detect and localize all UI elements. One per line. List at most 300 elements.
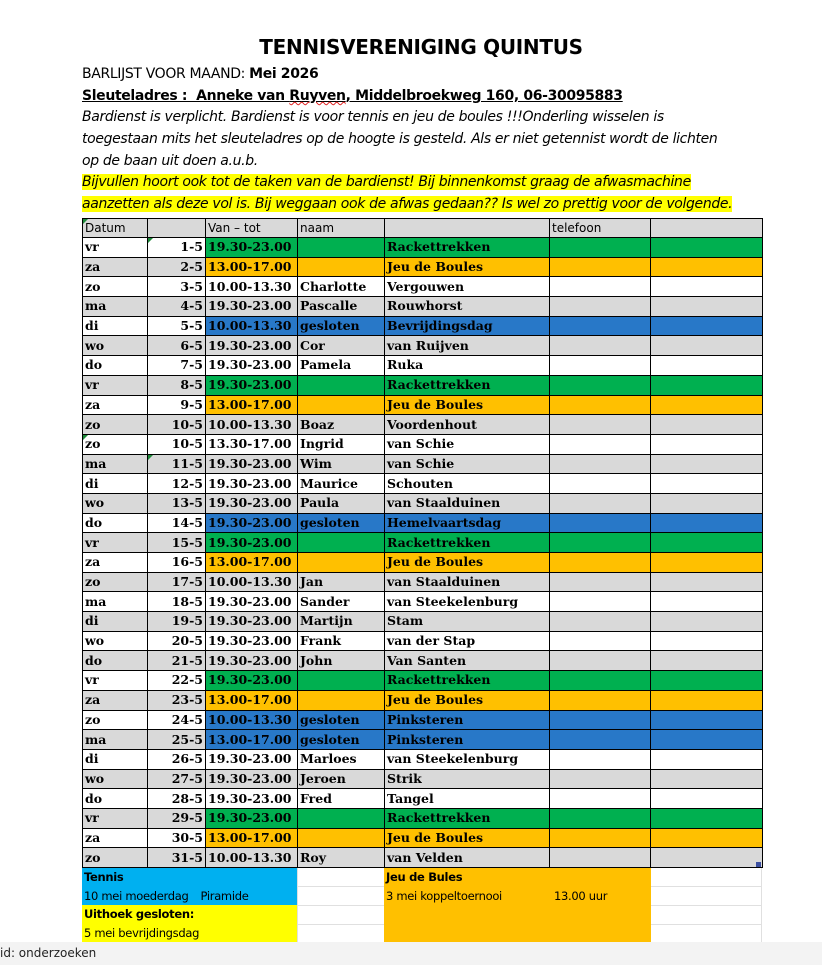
cell-first-name[interactable]: Maurice — [298, 474, 385, 494]
cell-date[interactable]: 2-5 — [148, 257, 206, 277]
cell-extra[interactable] — [651, 395, 763, 415]
cell-date[interactable]: 31-5 — [148, 848, 206, 868]
cell-last-name[interactable]: Rackettrekken — [385, 533, 550, 553]
table-row — [83, 631, 763, 651]
table-row — [83, 690, 763, 710]
cell-date[interactable]: 29-5 — [148, 808, 206, 828]
cell-day[interactable]: ma — [83, 297, 148, 317]
header-telefoon[interactable]: telefoon — [550, 219, 651, 238]
cell-day[interactable]: za — [83, 690, 148, 710]
cell-extra[interactable] — [651, 769, 763, 789]
cell-first-name[interactable] — [298, 238, 385, 258]
key-address-prefix: Sleuteladres : Anneke van — [82, 88, 290, 104]
cell-extra[interactable] — [651, 297, 763, 317]
cell-date[interactable]: 4-5 — [148, 297, 206, 317]
cell-last-name[interactable]: van der Stap — [385, 631, 550, 651]
cell-time[interactable]: 19.30-23.00 — [206, 356, 298, 376]
jeu-de-boules-note — [384, 868, 651, 942]
cell-first-name[interactable]: Jan — [298, 572, 385, 592]
cell-date[interactable]: 10-5 — [148, 415, 206, 435]
highlight-line-2 — [82, 196, 732, 212]
cell-telefoon[interactable] — [550, 257, 651, 277]
cell-extra[interactable] — [651, 474, 763, 494]
cell-extra[interactable] — [651, 828, 763, 848]
table-row — [83, 808, 763, 828]
cell-day[interactable]: di — [83, 749, 148, 769]
cell-first-name[interactable] — [298, 828, 385, 848]
cell-telefoon[interactable] — [550, 513, 651, 533]
cell-last-name[interactable]: Strik — [385, 769, 550, 789]
cell-day[interactable]: vr — [83, 808, 148, 828]
cell-time[interactable]: 10.00-13.30 — [206, 848, 298, 868]
cell-last-name[interactable]: van Staalduinen — [385, 493, 550, 513]
cell-first-name[interactable]: gesloten — [298, 316, 385, 336]
cell-day[interactable]: wo — [83, 493, 148, 513]
cell-date[interactable]: 25-5 — [148, 730, 206, 750]
cell-first-name[interactable] — [298, 671, 385, 691]
cell-time[interactable]: 13.00-17.00 — [206, 690, 298, 710]
notice-line-1: Bardienst is verplicht. Bardienst is voor tennis en jeu de boules !!!Onderling wisselen is — [82, 109, 664, 125]
cell-date[interactable]: 6-5 — [148, 336, 206, 356]
table-row — [83, 415, 763, 435]
table-row — [83, 553, 763, 573]
cell-telefoon[interactable] — [550, 828, 651, 848]
cell-telefoon[interactable] — [550, 710, 651, 730]
cell-date[interactable]: 16-5 — [148, 553, 206, 573]
cell-telefoon[interactable] — [550, 493, 651, 513]
cell-first-name[interactable]: Charlotte — [298, 277, 385, 297]
cell-day[interactable]: zo — [83, 415, 148, 435]
gridline — [297, 905, 384, 906]
cell-time[interactable]: 13.00-17.00 — [206, 730, 298, 750]
cell-last-name[interactable]: Pinksteren — [385, 730, 550, 750]
cell-time[interactable]: 19.30-23.00 — [206, 375, 298, 395]
table-row — [83, 336, 763, 356]
cell-day[interactable]: do — [83, 789, 148, 809]
cell-last-name[interactable]: Voordenhout — [385, 415, 550, 435]
table-row — [83, 651, 763, 671]
cell-first-name[interactable]: Pamela — [298, 356, 385, 376]
cell-last-name[interactable]: Rackettrekken — [385, 808, 550, 828]
cell-telefoon[interactable] — [550, 356, 651, 376]
cell-day[interactable]: za — [83, 395, 148, 415]
cell-day[interactable]: zo — [83, 848, 148, 868]
cell-extra[interactable] — [651, 533, 763, 553]
cell-first-name[interactable]: Sander — [298, 592, 385, 612]
cell-time[interactable]: 19.30-23.00 — [206, 533, 298, 553]
cell-time[interactable]: 19.30-23.00 — [206, 651, 298, 671]
cell-last-name[interactable]: Pinksteren — [385, 710, 550, 730]
cell-time[interactable]: 19.30-23.00 — [206, 631, 298, 651]
cell-date[interactable]: 21-5 — [148, 651, 206, 671]
cell-first-name[interactable] — [298, 395, 385, 415]
cell-extra[interactable] — [651, 690, 763, 710]
cell-day[interactable]: do — [83, 513, 148, 533]
cell-extra[interactable] — [651, 749, 763, 769]
cell-telefoon[interactable] — [550, 572, 651, 592]
cell-last-name[interactable]: Van Santen — [385, 651, 550, 671]
cell-first-name[interactable] — [298, 375, 385, 395]
header-blank-3[interactable] — [651, 219, 763, 238]
cell-first-name[interactable]: Frank — [298, 631, 385, 651]
table-row — [83, 749, 763, 769]
cell-time[interactable]: 19.30-23.00 — [206, 592, 298, 612]
cell-telefoon[interactable] — [550, 592, 651, 612]
table-row — [83, 395, 763, 415]
cell-last-name[interactable]: Jeu de Boules — [385, 395, 550, 415]
cell-first-name[interactable] — [298, 553, 385, 573]
table-row — [83, 730, 763, 750]
cell-telefoon[interactable] — [550, 533, 651, 553]
cell-day[interactable]: za — [83, 828, 148, 848]
cell-telefoon[interactable] — [550, 612, 651, 632]
cell-first-name[interactable] — [298, 808, 385, 828]
cell-time[interactable]: 10.00-13.30 — [206, 415, 298, 435]
cell-last-name[interactable]: Ruka — [385, 356, 550, 376]
cell-telefoon[interactable] — [550, 730, 651, 750]
cell-first-name[interactable]: Marloes — [298, 749, 385, 769]
cell-last-name[interactable]: Rouwhorst — [385, 297, 550, 317]
table-row — [83, 828, 763, 848]
table-row — [83, 434, 763, 454]
cell-date[interactable]: 19-5 — [148, 612, 206, 632]
footer-notes — [82, 868, 762, 942]
cell-first-name[interactable]: Jeroen — [298, 769, 385, 789]
page-title: TENNISVERENIGING QUINTUS — [259, 35, 583, 59]
cell-time[interactable]: 13.30-17.00 — [206, 434, 298, 454]
cell-date[interactable]: 9-5 — [148, 395, 206, 415]
highlight-text-1: Bijvullen hoort ook tot de taken van de bardienst! Bij binnenkomst graag de afwasmachine — [82, 174, 691, 190]
cell-first-name[interactable]: Martijn — [298, 612, 385, 632]
cell-time[interactable]: 19.30-23.00 — [206, 238, 298, 258]
cell-last-name[interactable]: van Steekelenburg — [385, 592, 550, 612]
cell-last-name[interactable]: Rackettrekken — [385, 375, 550, 395]
cell-time[interactable]: 19.30-23.00 — [206, 808, 298, 828]
cell-day[interactable]: ma — [83, 592, 148, 612]
highlight-text-2: aanzetten als deze vol is. Bij weggaan ook de afwas gedaan?? Is wel zo prettig voor de volgende. — [82, 196, 733, 212]
cell-first-name[interactable]: John — [298, 651, 385, 671]
cell-first-name[interactable]: gesloten — [298, 730, 385, 750]
cell-telefoon[interactable] — [550, 848, 651, 868]
cell-last-name[interactable]: van Steekelenburg — [385, 749, 550, 769]
cell-last-name[interactable]: van Schie — [385, 434, 550, 454]
cell-day[interactable]: ma — [83, 730, 148, 750]
cell-extra[interactable] — [651, 671, 763, 691]
cell-extra[interactable] — [651, 415, 763, 435]
cell-day[interactable]: za — [83, 553, 148, 573]
cell-telefoon[interactable] — [550, 749, 651, 769]
cell-telefoon[interactable] — [550, 316, 651, 336]
cell-time[interactable]: 13.00-17.00 — [206, 395, 298, 415]
table-row — [83, 316, 763, 336]
cell-last-name[interactable]: Jeu de Boules — [385, 257, 550, 277]
cell-telefoon[interactable] — [550, 454, 651, 474]
cell-first-name[interactable]: gesloten — [298, 710, 385, 730]
header-datum[interactable]: Datum — [83, 219, 148, 238]
month-label: BARLIJST VOOR MAAND: — [82, 66, 250, 82]
cell-extra[interactable] — [651, 612, 763, 632]
tennis-event-row — [84, 887, 297, 906]
cell-date[interactable]: 14-5 — [148, 513, 206, 533]
cell-first-name[interactable] — [298, 257, 385, 277]
cell-date[interactable]: 18-5 — [148, 592, 206, 612]
cell-date[interactable]: 11-5 — [148, 454, 206, 474]
notice-line-3: op de baan uit doen a.u.b. — [82, 153, 258, 169]
cell-extra[interactable] — [651, 808, 763, 828]
gridline — [651, 886, 762, 887]
cell-day[interactable]: di — [83, 612, 148, 632]
cell-first-name[interactable] — [298, 533, 385, 553]
cell-telefoon[interactable] — [550, 395, 651, 415]
cell-day[interactable]: vr — [83, 375, 148, 395]
cell-last-name[interactable]: Jeu de Boules — [385, 553, 550, 573]
cell-first-name[interactable]: Ingrid — [298, 434, 385, 454]
cell-day[interactable]: wo — [83, 769, 148, 789]
cell-date[interactable]: 24-5 — [148, 710, 206, 730]
cell-time[interactable]: 19.30-23.00 — [206, 454, 298, 474]
table-row — [83, 375, 763, 395]
cell-last-name[interactable]: Schouten — [385, 474, 550, 494]
month-line — [82, 66, 318, 82]
cell-day[interactable]: za — [83, 257, 148, 277]
cell-telefoon[interactable] — [550, 474, 651, 494]
cell-day[interactable]: vr — [83, 533, 148, 553]
cell-day[interactable]: zo — [83, 710, 148, 730]
cell-date[interactable]: 22-5 — [148, 671, 206, 691]
table-row — [83, 297, 763, 317]
cell-last-name[interactable]: Vergouwen — [385, 277, 550, 297]
cell-day[interactable]: do — [83, 356, 148, 376]
cell-date[interactable]: 27-5 — [148, 769, 206, 789]
cell-day[interactable]: vr — [83, 671, 148, 691]
cell-date[interactable]: 1-5 — [148, 238, 206, 258]
gridline — [297, 886, 384, 887]
tennis-event: 10 mei moederdag — [84, 889, 189, 903]
cell-extra[interactable] — [651, 730, 763, 750]
cell-telefoon[interactable] — [550, 690, 651, 710]
cell-date[interactable]: 5-5 — [148, 316, 206, 336]
cell-time[interactable]: 19.30-23.00 — [206, 513, 298, 533]
table-row — [83, 356, 763, 376]
cell-time[interactable]: 19.30-23.00 — [206, 612, 298, 632]
cell-day[interactable]: ma — [83, 454, 148, 474]
cell-time[interactable]: 19.30-23.00 — [206, 336, 298, 356]
cell-time[interactable]: 10.00-13.30 — [206, 277, 298, 297]
cell-first-name[interactable] — [298, 690, 385, 710]
tennis-title: Tennis — [84, 870, 124, 884]
cell-time[interactable]: 10.00-13.30 — [206, 572, 298, 592]
jeu-event-row — [386, 887, 651, 906]
cell-extra[interactable] — [651, 789, 763, 809]
cell-last-name[interactable]: van Ruijven — [385, 336, 550, 356]
table-row — [83, 592, 763, 612]
cell-extra[interactable] — [651, 454, 763, 474]
cell-last-name[interactable]: Rackettrekken — [385, 238, 550, 258]
table-row — [83, 257, 763, 277]
cell-last-name[interactable]: Jeu de Boules — [385, 690, 550, 710]
table-row — [83, 238, 763, 258]
cell-extra[interactable] — [651, 277, 763, 297]
cell-day[interactable]: di — [83, 474, 148, 494]
cell-time[interactable]: 19.30-23.00 — [206, 769, 298, 789]
table-row — [83, 493, 763, 513]
cell-telefoon[interactable] — [550, 277, 651, 297]
cell-time[interactable]: 10.00-13.30 — [206, 316, 298, 336]
cell-last-name[interactable]: van Velden — [385, 848, 550, 868]
cell-first-name[interactable]: Paula — [298, 493, 385, 513]
cell-telefoon[interactable] — [550, 769, 651, 789]
cell-extra[interactable] — [651, 572, 763, 592]
cell-extra[interactable] — [651, 651, 763, 671]
cell-extra[interactable] — [651, 493, 763, 513]
cell-extra[interactable] — [651, 434, 763, 454]
gridline — [651, 905, 762, 906]
cell-last-name[interactable]: Stam — [385, 612, 550, 632]
header-blank-2[interactable] — [385, 219, 550, 238]
cell-date[interactable]: 10-5 — [148, 434, 206, 454]
table-row — [83, 769, 763, 789]
cell-time[interactable]: 13.00-17.00 — [206, 553, 298, 573]
cell-first-name[interactable]: Pascalle — [298, 297, 385, 317]
cell-time[interactable]: 13.00-17.00 — [206, 257, 298, 277]
table-row — [83, 671, 763, 691]
cell-first-name[interactable]: Cor — [298, 336, 385, 356]
cell-telefoon[interactable] — [550, 415, 651, 435]
gridline — [761, 868, 762, 942]
cell-date[interactable]: 7-5 — [148, 356, 206, 376]
cell-telefoon[interactable] — [550, 631, 651, 651]
table-row — [83, 789, 763, 809]
cell-time[interactable]: 19.30-23.00 — [206, 297, 298, 317]
cell-extra[interactable] — [651, 553, 763, 573]
cell-day[interactable]: zo — [83, 277, 148, 297]
cell-extra[interactable] — [651, 631, 763, 651]
header-blank-1[interactable] — [148, 219, 206, 238]
cell-extra[interactable] — [651, 316, 763, 336]
cell-telefoon[interactable] — [550, 434, 651, 454]
cell-extra[interactable] — [651, 513, 763, 533]
cell-day[interactable]: wo — [83, 631, 148, 651]
cell-time[interactable]: 19.30-23.00 — [206, 671, 298, 691]
cell-telefoon[interactable] — [550, 336, 651, 356]
cell-day[interactable]: wo — [83, 336, 148, 356]
cell-telefoon[interactable] — [550, 553, 651, 573]
cell-last-name[interactable]: Tangel — [385, 789, 550, 809]
cell-date[interactable]: 23-5 — [148, 690, 206, 710]
jeu-time: 13.00 uur — [554, 889, 608, 903]
cell-telefoon[interactable] — [550, 789, 651, 809]
cell-last-name[interactable]: Hemelvaartsdag — [385, 513, 550, 533]
cell-day[interactable]: zo — [83, 572, 148, 592]
cell-time[interactable]: 13.00-17.00 — [206, 828, 298, 848]
cell-time[interactable]: 19.30-23.00 — [206, 474, 298, 494]
cell-last-name[interactable]: Bevrijdingsdag — [385, 316, 550, 336]
closed-event: 5 mei bevrijdingsdag — [84, 926, 200, 940]
cell-last-name[interactable]: van Schie — [385, 454, 550, 474]
jeu-event: 3 mei koppeltoernooi — [386, 889, 502, 903]
header-van-tot[interactable]: Van – tot — [206, 219, 298, 238]
cell-date[interactable]: 15-5 — [148, 533, 206, 553]
table-row — [83, 277, 763, 297]
status-bar: id: onderzoeken — [0, 942, 822, 965]
cell-first-name[interactable]: Fred — [298, 789, 385, 809]
cell-date[interactable]: 8-5 — [148, 375, 206, 395]
cell-time[interactable]: 10.00-13.30 — [206, 710, 298, 730]
cell-day[interactable]: di — [83, 316, 148, 336]
cell-last-name[interactable]: Jeu de Boules — [385, 828, 550, 848]
cell-extra[interactable] — [651, 592, 763, 612]
cell-first-name[interactable]: Roy — [298, 848, 385, 868]
cell-telefoon[interactable] — [550, 651, 651, 671]
gridline — [297, 924, 384, 925]
jeu-title: Jeu de Bules — [386, 870, 463, 884]
table-row — [83, 612, 763, 632]
table-row — [83, 454, 763, 474]
cell-telefoon[interactable] — [550, 671, 651, 691]
table-resize-handle[interactable] — [756, 862, 761, 867]
cell-telefoon[interactable] — [550, 297, 651, 317]
cell-telefoon[interactable] — [550, 375, 651, 395]
table-row — [83, 572, 763, 592]
table-row — [83, 513, 763, 533]
table-row — [83, 710, 763, 730]
tennis-note — [82, 868, 297, 905]
cell-first-name[interactable]: Wim — [298, 454, 385, 474]
cell-date[interactable]: 17-5 — [148, 572, 206, 592]
cell-date[interactable]: 28-5 — [148, 789, 206, 809]
cell-time[interactable]: 19.30-23.00 — [206, 789, 298, 809]
cell-date[interactable]: 30-5 — [148, 828, 206, 848]
cell-extra[interactable] — [651, 257, 763, 277]
cell-telefoon[interactable] — [550, 238, 651, 258]
cell-extra[interactable] — [651, 848, 763, 868]
cell-extra[interactable] — [651, 336, 763, 356]
cell-date[interactable]: 3-5 — [148, 277, 206, 297]
key-address-suffix: , Middelbroekweg 160, 06-30095883 — [345, 88, 623, 104]
cell-day[interactable]: vr — [83, 238, 148, 258]
highlight-line-1 — [82, 174, 691, 190]
key-address-line — [82, 88, 623, 104]
closed-title: Uithoek gesloten: — [84, 907, 195, 921]
cell-time[interactable]: 19.30-23.00 — [206, 493, 298, 513]
cell-date[interactable]: 20-5 — [148, 631, 206, 651]
cell-date[interactable]: 26-5 — [148, 749, 206, 769]
cell-day[interactable]: zo — [83, 434, 148, 454]
gridline — [651, 924, 762, 925]
key-address-name-spellcheck[interactable]: Ruyven — [289, 88, 346, 104]
cell-extra[interactable] — [651, 375, 763, 395]
table-row — [83, 533, 763, 553]
header-naam[interactable]: naam — [298, 219, 385, 238]
notice-line-2: toegestaan mits het sleuteladres op de hoogte is gesteld. Als er niet getennist wordt de lichten — [82, 131, 718, 147]
cell-date[interactable]: 12-5 — [148, 474, 206, 494]
cell-first-name[interactable]: gesloten — [298, 513, 385, 533]
cell-time[interactable]: 19.30-23.00 — [206, 749, 298, 769]
cell-extra[interactable] — [651, 710, 763, 730]
cell-first-name[interactable]: Boaz — [298, 415, 385, 435]
cell-telefoon[interactable] — [550, 808, 651, 828]
closed-note — [82, 905, 297, 942]
tennis-event-type: Piramide — [200, 889, 249, 903]
cell-date[interactable]: 13-5 — [148, 493, 206, 513]
table-row — [83, 848, 763, 868]
month-value: Mei 2026 — [249, 66, 319, 82]
cell-extra[interactable] — [651, 238, 763, 258]
cell-extra[interactable] — [651, 356, 763, 376]
cell-last-name[interactable]: Rackettrekken — [385, 671, 550, 691]
cell-last-name[interactable]: van Staalduinen — [385, 572, 550, 592]
cell-day[interactable]: do — [83, 651, 148, 671]
